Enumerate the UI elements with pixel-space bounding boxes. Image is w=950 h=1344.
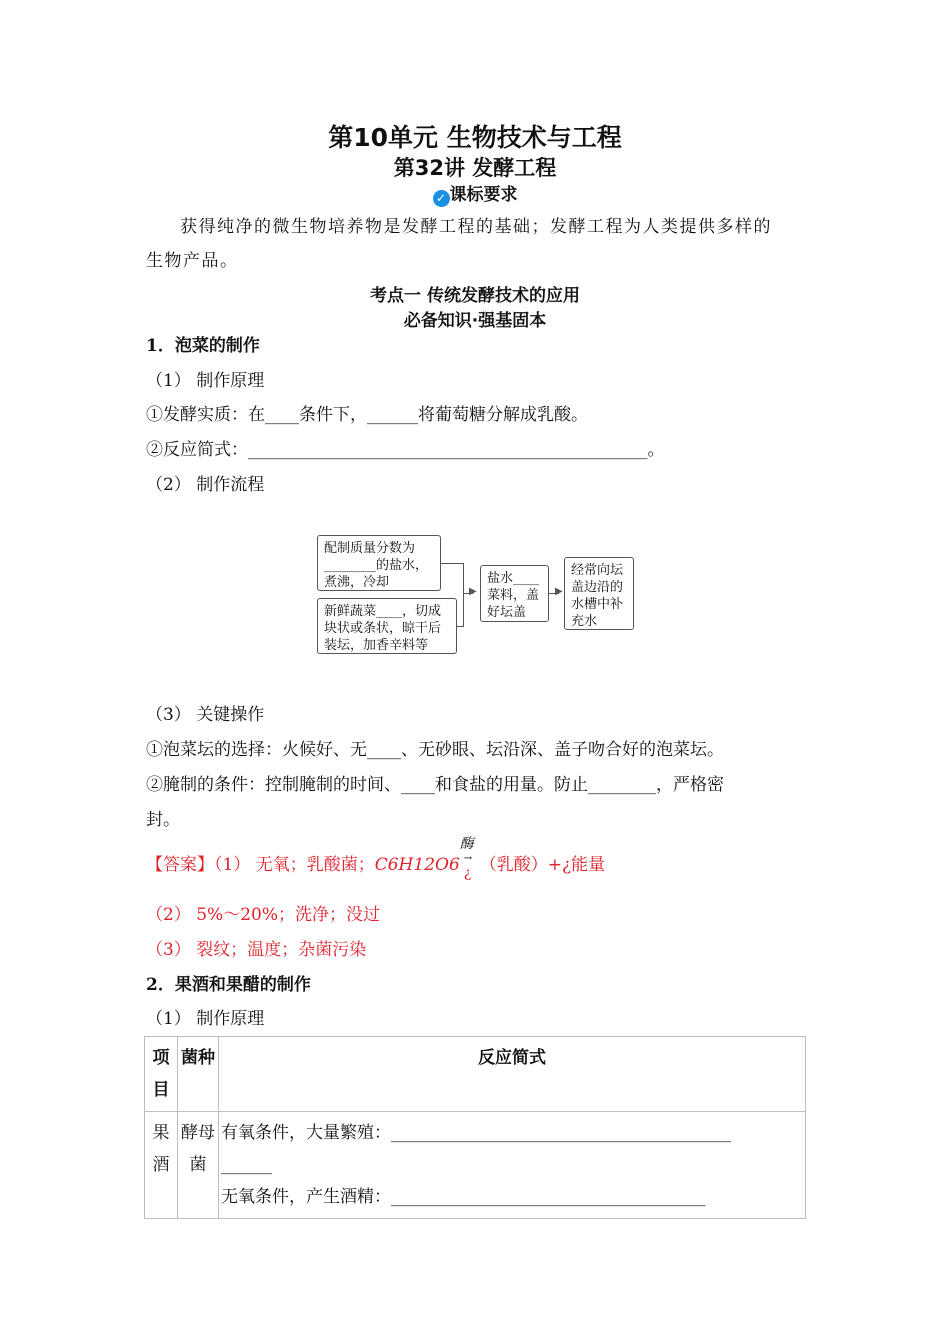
- flow-box-cover: 盐水____菜料，盖好坛盖: [480, 565, 549, 622]
- reaction-table: [144, 1036, 806, 1219]
- unknown-symbol: ¿: [463, 865, 472, 881]
- requirement-heading: [0, 180, 950, 207]
- part1-key-ops: （3） 关键操作: [146, 705, 265, 725]
- table-row: [145, 1112, 806, 1219]
- reaction-formula: C6H12O6: [374, 855, 460, 875]
- connector-line: [463, 563, 464, 627]
- part1-item-4b: 封。: [146, 810, 180, 830]
- aerobic-reaction: 有氧条件，大量繁殖：________________________________________: [221, 1123, 731, 1143]
- unit-title: 第10单元 生物技术与工程: [328, 123, 622, 152]
- table-header-item: 项目: [145, 1037, 178, 1112]
- flow-box-vegetables: 新鲜蔬菜____，切成块状或条状，晾干后装坛，加香辛料等: [317, 598, 457, 654]
- enzyme-arrow: [459, 836, 480, 881]
- part1-item-3: ①泡菜坛的选择：火候好、无____、无砂眼、坛沿深、盖子吻合好的泡菜坛。: [146, 740, 724, 760]
- arrow-right-icon: ▶: [555, 586, 563, 597]
- table-header-reaction: 反应简式: [219, 1037, 806, 1112]
- answer-label: 【答案】: [146, 855, 214, 875]
- answer-1-suffix: （乳酸）+¿能量: [479, 855, 606, 875]
- part1-item-4a: ②腌制的条件：控制腌制的时间、____和食盐的用量。防止________，严格密: [146, 775, 724, 795]
- part1-principle: （1） 制作原理: [146, 371, 265, 391]
- answer-1-prefix: （1） 无氧；乳酸菌；: [214, 855, 375, 875]
- section-title: 考点一 传统发酵技术的应用: [370, 286, 580, 306]
- answer-line-1: [146, 836, 606, 881]
- check-circle-icon: ✓: [433, 190, 450, 207]
- part1-process: （2） 制作流程: [146, 475, 265, 495]
- arrow-right-icon: →: [463, 853, 473, 864]
- aerobic-reaction-cont: ______: [221, 1155, 272, 1175]
- arrow-right-icon: ▶: [469, 586, 477, 597]
- answer-line-3: （3） 裂纹；温度；杂菌污染: [146, 940, 367, 960]
- part1-heading: 1．泡菜的制作: [146, 336, 260, 356]
- table-cell-fruit-wine: 果酒: [145, 1112, 178, 1219]
- enzyme-label: 酶: [459, 836, 474, 852]
- lecture-title: 第32讲 发酵工程: [393, 156, 557, 180]
- requirement-line-2: 生物产品。: [146, 251, 239, 271]
- flow-box-brine: 配制质量分数为________的盐水，煮沸，冷却: [317, 535, 441, 591]
- requirement-line-1: 获得纯净的微生物培养物是发酵工程的基础；发酵工程为人类提供多样的: [180, 217, 772, 237]
- section-subtitle: 必备知识·强基固本: [403, 311, 547, 331]
- table-header-strain: 菌种: [178, 1037, 219, 1112]
- table-header-row: [145, 1037, 806, 1112]
- part2-principle: （1） 制作原理: [146, 1009, 265, 1029]
- anaerobic-reaction: 无氧条件，产生酒精：_____________________________________: [221, 1187, 706, 1207]
- connector-line: [441, 563, 463, 564]
- part2-heading: 2．果酒和果醋的制作: [146, 975, 311, 995]
- requirement-label: 课标要求: [449, 185, 518, 205]
- part1-item-2: ②反应简式：_______________________________________________。: [146, 440, 665, 460]
- table-cell-yeast: 酵母菌: [178, 1112, 219, 1219]
- flow-box-water: 经常向坛盖边沿的水槽中补充水: [564, 557, 634, 630]
- table-cell-reactions: [219, 1112, 806, 1219]
- answer-line-2: （2） 5%～20%；洗净；没过: [146, 905, 380, 925]
- part1-item-1: ①发酵实质：在____条件下，______将葡萄糖分解成乳酸。: [146, 405, 588, 425]
